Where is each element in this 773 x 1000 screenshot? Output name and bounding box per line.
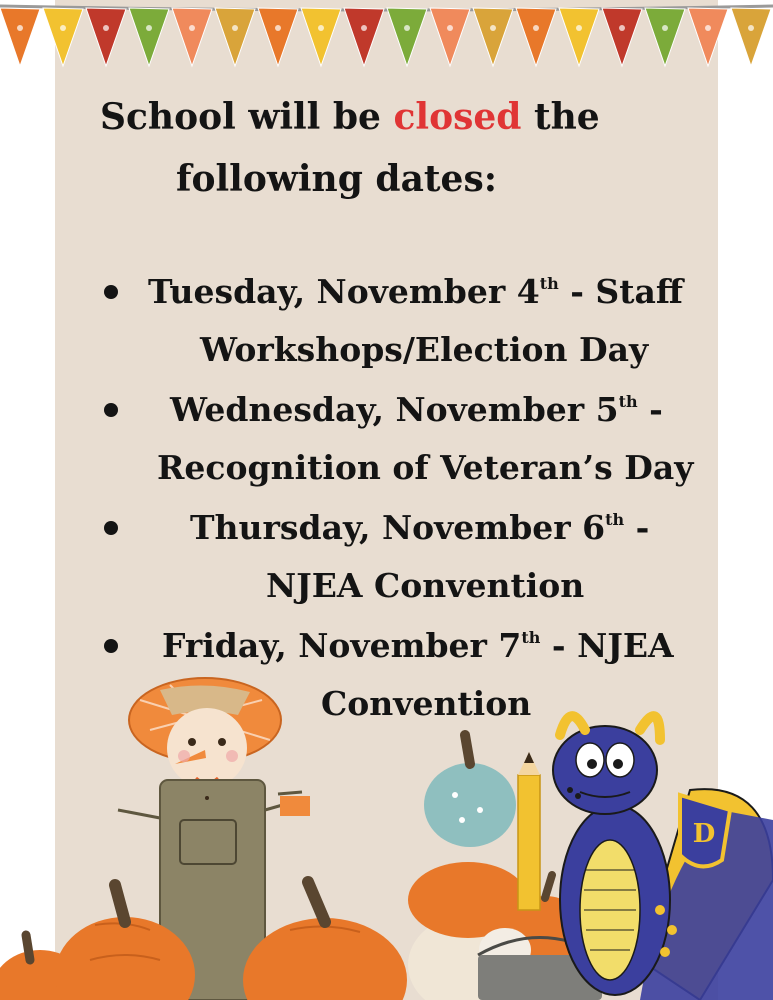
bullet-icon: [104, 403, 118, 417]
bunting-flag: [559, 8, 599, 66]
flag-dot: [490, 25, 496, 31]
flag-dot: [662, 25, 668, 31]
bunting-flag: [43, 8, 83, 66]
bunting-flag: [430, 8, 470, 66]
flag-dot: [60, 25, 66, 31]
bunting-flag: [473, 8, 513, 66]
bunting-flag: [86, 8, 126, 66]
heading-line-2: following dates:: [176, 158, 497, 200]
bullet-icon: [104, 521, 118, 535]
bullet-icon: [104, 639, 118, 653]
bunting-flag: [645, 8, 685, 66]
bunting-flag: [129, 8, 169, 66]
closed-word: closed: [393, 96, 522, 138]
bunting-flag: [516, 8, 556, 66]
flag-dot: [576, 25, 582, 31]
bunting-flag: [344, 8, 384, 66]
bunting-banner: [0, 0, 773, 90]
fall-illustration: [0, 660, 773, 1000]
flag-dot: [404, 25, 410, 31]
flag-dot: [705, 25, 711, 31]
flag-dot: [533, 25, 539, 31]
pencil: [518, 752, 540, 910]
flag-dot: [146, 25, 152, 31]
flag-dot: [103, 25, 109, 31]
flag-dot: [17, 25, 23, 31]
bunting-flag: [258, 8, 298, 66]
bunting-flag: [688, 8, 728, 66]
flag-dot: [361, 25, 367, 31]
flag-dot: [189, 25, 195, 31]
bunting-flag: [172, 8, 212, 66]
flag-dot: [447, 25, 453, 31]
flag-dot: [619, 25, 625, 31]
heading-line-1: School will be closed the: [100, 96, 600, 138]
flag-dot: [275, 25, 281, 31]
dragon-mascot: [553, 716, 773, 1000]
badge-letter: D: [692, 819, 716, 849]
bunting-flag: [215, 8, 255, 66]
bunting-flag: [602, 8, 642, 66]
bunting-flag: [0, 8, 40, 66]
closure-heading: [100, 86, 660, 210]
flag-dot: [318, 25, 324, 31]
bullet-icon: [104, 285, 118, 299]
flag-dot: [748, 25, 754, 31]
bunting-flag: [301, 8, 341, 66]
bunting-flag: [731, 8, 771, 66]
bunting-flag: [387, 8, 427, 66]
flag-dot: [232, 25, 238, 31]
